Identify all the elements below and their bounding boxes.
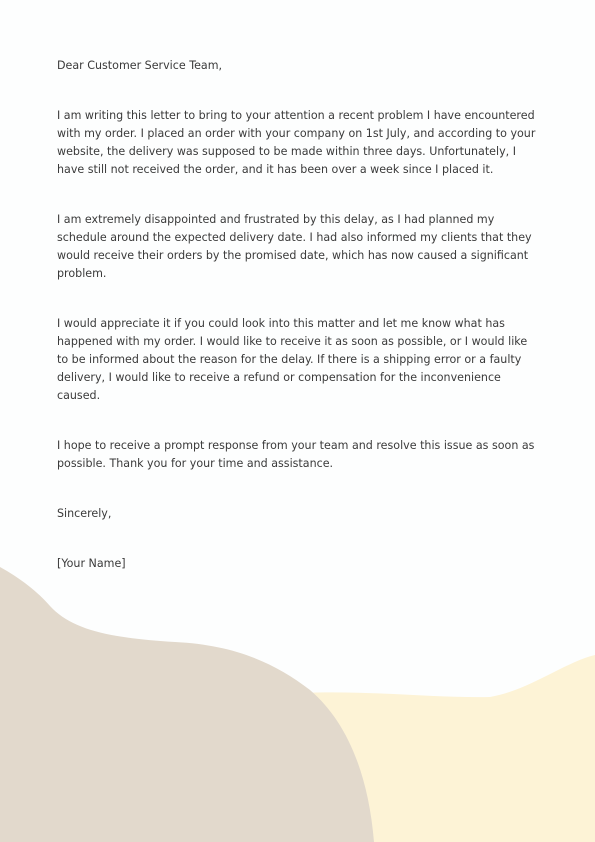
closing: Sincerely, [57, 507, 112, 520]
letter-paragraph: I am writing this letter to bring to your attention a recent problem I have encountered with my order. I placed an order with your company on 1st July, and according to your website, the delivery was supposed to be made within three days. Unfortunately, I have still not received the order, and it has been over a week since I placed it. [57, 109, 536, 176]
signature-placeholder: [Your Name] [57, 557, 126, 570]
letter-paragraph: I hope to receive a prompt response from your team and resolve this issue as soon as possible. Thank you for your time and assistance. [57, 439, 535, 470]
letter-paragraph: I am extremely disappointed and frustrated by this delay, as I had planned my schedule around the expected delivery date. I had also informed my clients that they would receive their orders by the promised date, which has now caused a significant problem. [57, 213, 532, 280]
salutation: Dear Customer Service Team, [57, 59, 223, 72]
letter-paragraph: I would appreciate it if you could look into this matter and let me know what has happened with my order. I would like to receive it as soon as possible, or I would like to be informed about the reason for the delay. If there is a shipping error or a faulty delivery, I would like to receive a refund or compensation for the inconvenience caused. [57, 317, 528, 402]
taupe-blob-shape [0, 567, 374, 842]
letter-body [57, 57, 537, 573]
